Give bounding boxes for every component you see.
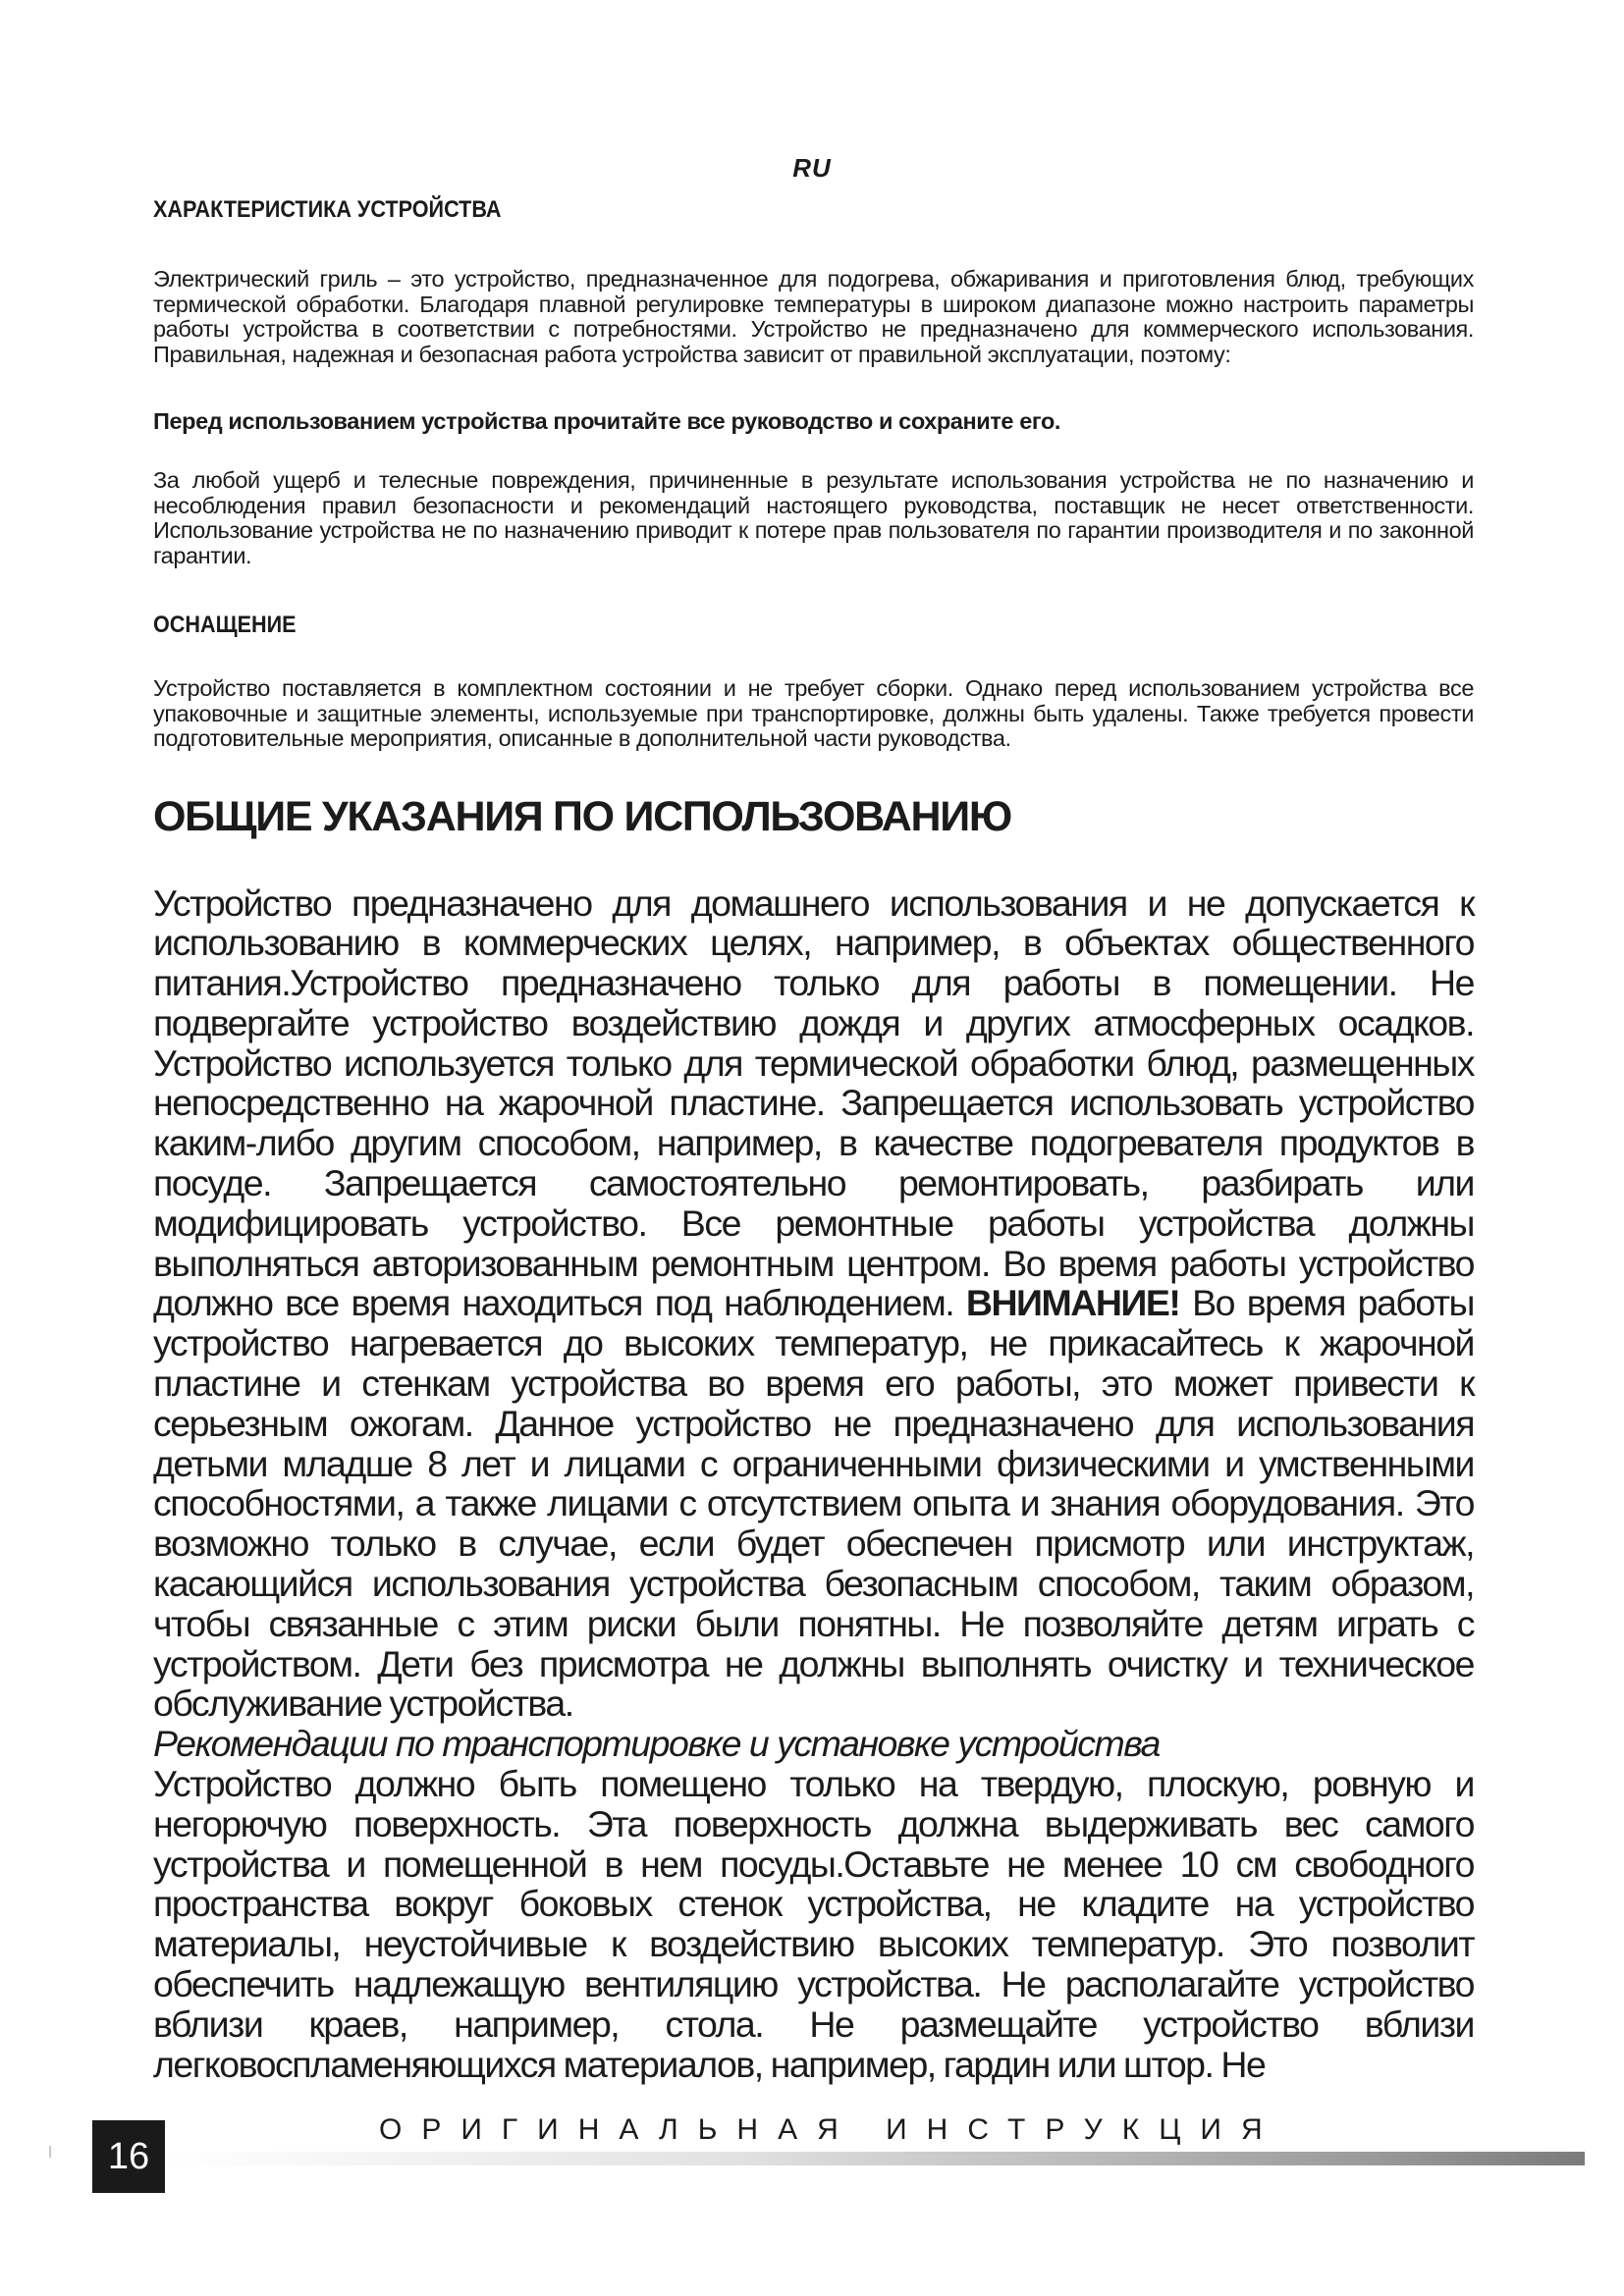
transport-paragraph: Устройство должно быть помещено только на твердую, плоскую, ровную и негорючую поверхность. Эта поверхность должна выдерживать вес самого устройства и помещенной в нем посуды.Оставьте не менее 10 см свободного пространства вокруг боковых стенок устройства, не кладите на устройство материалы, неустойчивые к воздействию высоких температур. Это позволит обеспечить надлежащую вентиляцию устройства. Не располагайте устройство вблизи краев, например, стола. Не размещайте устройство вблизи легковоспламеняющихся материалов, например, гардин или штор. Не — [153, 1763, 1474, 2085]
page-content — [153, 194, 1474, 2084]
footer-gradient-bar — [165, 2152, 1585, 2165]
warning-label: ВНИМАНИЕ! — [965, 1282, 1180, 1324]
characteristics-heading: ХАРАКТЕРИСТИКА УСТРОЙСТВА — [153, 196, 502, 223]
equipment-heading: ОСНАЩЕНИЕ — [153, 612, 297, 638]
read-manual-note: Перед использованием устройства прочитайте все руководство и сохраните его. — [153, 408, 1061, 434]
page-number: 16 — [92, 2120, 165, 2193]
general-usage-text-before: Устройство предназначено для домашнего использования и не допускается к использованию в коммерческих целях, например, в объектах общественного питания.Устройство предназначено только для работы в помещении. Не подвергайте устройство воздействию дождя и других атмосферных осадков. Устройство используется только для термической обработки блюд, размещенных непосредственно на жарочной пластине. Запрещается использовать устройство каким-либо другим способом, например, в качестве подогревателя продуктов в посуде. Запрещается самостоятельно ремонтировать, разбирать или модифицировать устройство. Все ремонтные работы устройства должны выполняться авторизованным ремонтным центром. Во время работы устройство должно все время находиться под наблюдением. — [153, 881, 1474, 1324]
general-usage-text-after: Во время работы устройство нагревается до высоких температур, не прикасайтесь к жарочной пластине и стенкам устройства во время его работы, это может привести к серьезным ожогам. Данное устройство не предназначено для использования детьми младше 8 лет и лицами с ограниченными физическими и умственными способностями, а также лицами с отсутствием опыта и знания оборудования. Это возможно только в случае, если будет обеспечен присмотр или инструктаж, касающийся использования устройства безопасным способом, таким образом, чтобы связанные с этим риски были понятны. Не позволяйте детям играть с устройством. Дети без присмотра не должны выполнять очистку и техническое обслуживание устройства. — [153, 1282, 1475, 1725]
equipment-paragraph: Устройство поставляется в комплектном состоянии и не требует сборки. Однако перед использованием устройства все упаковочные и защитные элементы, используемые при транспортировке, должны быть удалены. Также требуется провести подготовительные мероприятия, описанные в дополнительной части руководства. — [153, 675, 1474, 751]
characteristics-paragraph: Электрический гриль – это устройство, предназначенное для подогрева, обжаривания и приготовления блюд, требующих термической обработки. Благодаря плавной регулировке температуры в широком диапазоне можно настроить параметры работы устройства в соответствии с потребностями. Устройство не предназначено для коммерческого использования. Правильная, надежная и безопасная работа устройства зависит от правильной эксплуатации, поэтому: — [153, 266, 1474, 367]
transport-subheading: Рекомендации по транспортировке и установке устройства — [153, 1723, 1160, 1765]
liability-paragraph: За любой ущерб и телесные повреждения, причиненные в результате использования устройства не по назначению и несоблюдения правил безопасности и рекомендаций настоящего руководства, поставщик не несет ответственности. Использование устройства не по назначению приводит к потере прав пользователя по гарантии производителя и по законной гарантии. — [153, 467, 1474, 568]
footer-tick — [49, 2146, 51, 2158]
footer-title: ОРИГИНАЛЬНАЯ ИНСТРУКЦИЯ — [379, 2113, 1282, 2146]
page-footer — [0, 2110, 1624, 2199]
general-usage-paragraph — [153, 883, 1474, 1725]
general-usage-heading: ОБЩИЕ УКАЗАНИЯ ПО ИСПОЛЬЗОВАНИЮ — [153, 792, 1011, 840]
language-marker: RU — [792, 153, 832, 183]
